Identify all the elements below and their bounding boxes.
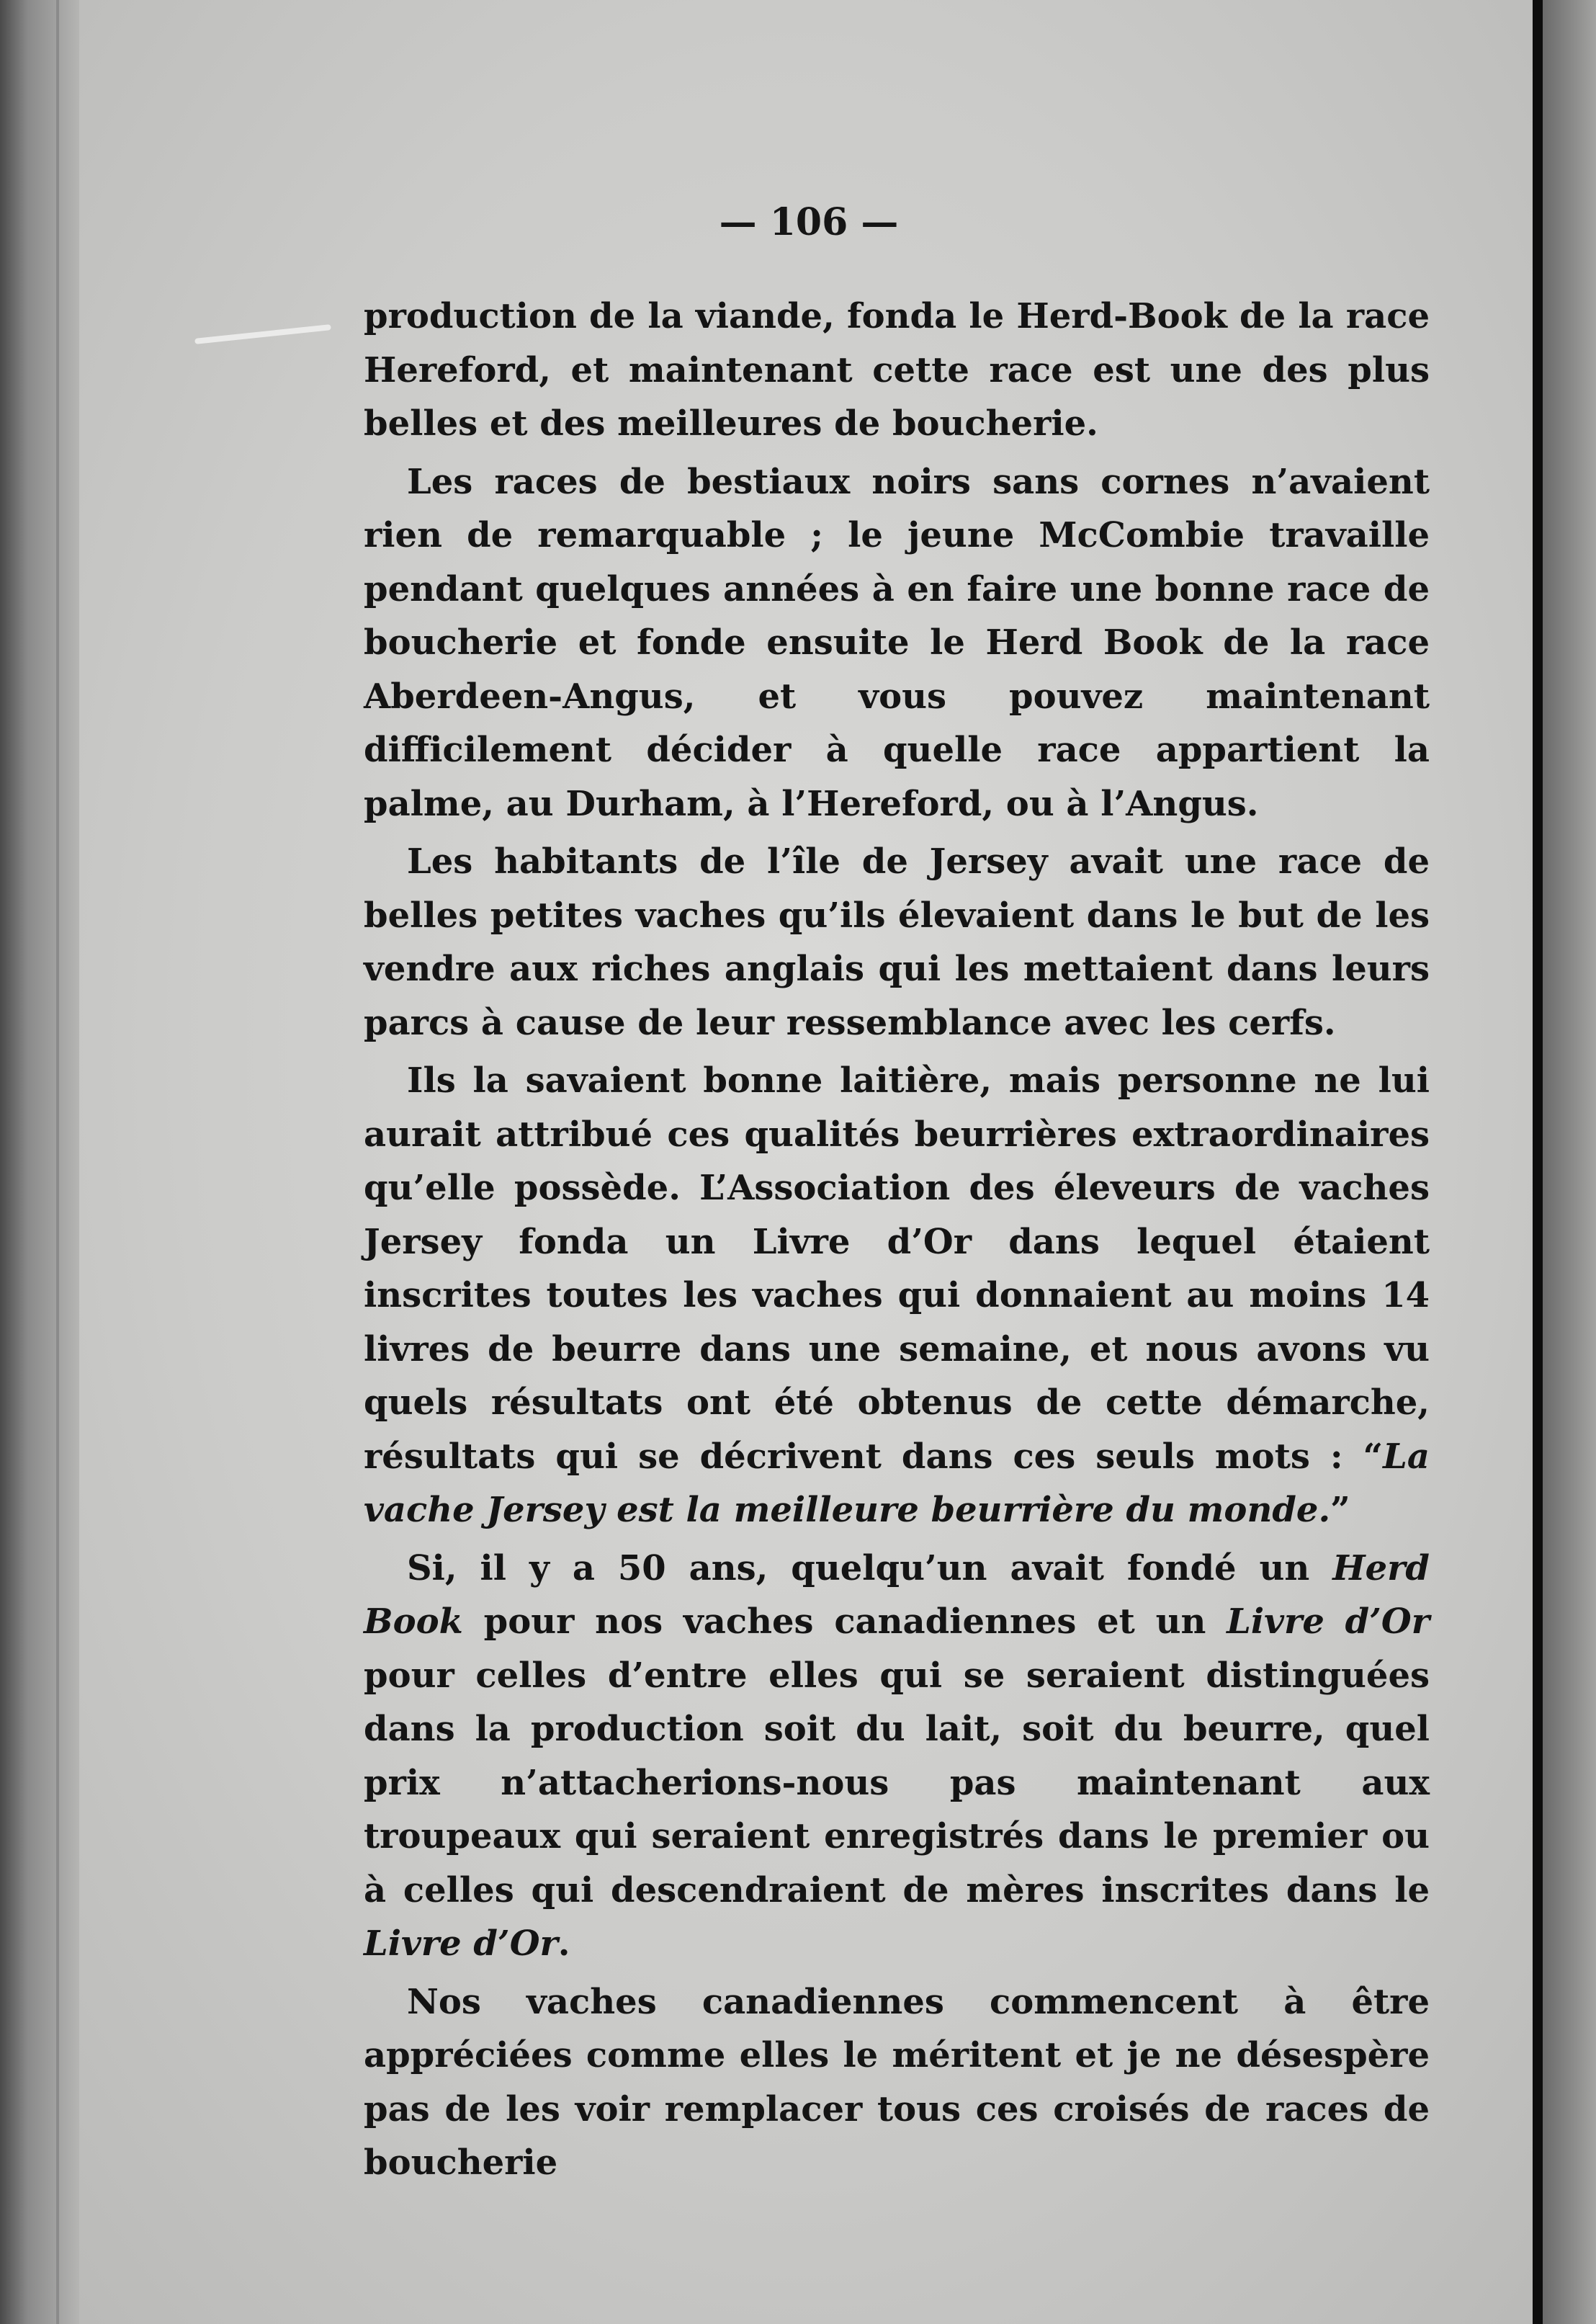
paragraph-4-close-quote: ”: [1330, 1490, 1350, 1530]
paragraph-3: Les habitants de l’île de Jersey avait une race de belles petites vaches qu’ils élevaient dans le but de les vendre aux riches anglais qui les mettaient dans leurs parcs à cause de leur ressemblance avec les cerfs.: [364, 841, 1430, 1043]
paragraph-5-livre-dor: Livre d’Or: [1227, 1601, 1430, 1642]
paragraph-1: production de la viande, fonda le Herd-Book de la race Hereford, et maintenant cette race est une des plus belles et des meilleures de boucherie.: [364, 296, 1430, 444]
paragraph-5-livre-dor-2: Livre d’Or: [364, 1923, 558, 1964]
scratch-mark: [194, 324, 331, 344]
paragraph-5-part-1: Si, il y a 50 ans, quelqu’un avait fondé un: [407, 1547, 1333, 1588]
paragraph-4-quote: La vache Jersey est la meilleure beurrière du monde.: [364, 1436, 1430, 1530]
paragraph-5-part-4: .: [557, 1923, 570, 1964]
left-binding-line: [56, 0, 59, 2324]
left-page-edge: [0, 0, 79, 2324]
body-text: [364, 290, 1430, 2194]
paragraph-6: Nos vaches canadiennes commencent à être appréciées comme elles le méritent et je ne désespère pas de les voir remplacer tous ces croisés de races de boucherie: [364, 1981, 1430, 2183]
paragraph-5-herd-book: Herd Book: [364, 1547, 1430, 1642]
paragraph-4: [364, 1054, 1430, 1537]
paragraph-5-part-3: pour celles d’entre elles qui se seraient distinguées dans la production soit du lait, soit du beurre, quel prix n’attacherions-nous pas maintenant aux troupeaux qui seraient enregistrés dans le premier ou à celles qui descendraient de mères inscrites dans le: [364, 1655, 1430, 1910]
paragraph-4-text: Ils la savaient bonne laitière, mais personne ne lui aurait attribué ces qualités beurrières extraordinaires qu’elle possède. L’Association des éleveurs de vaches Jersey fonda un Livre d’Or dans lequel étaient inscrites toutes les vaches qui donnaient au moins 14 livres de beurre dans une semaine, et nous avons vu quels résultats ont été obtenus de cette démarche, résultats qui se décrivent dans ces seuls mots : “: [364, 1060, 1430, 1477]
page-number: — 106 —: [719, 200, 899, 244]
paragraph-2: Les races de bestiaux noirs sans cornes n’avaient rien de remarquable ; le jeune McCombie travaille pendant quelques années à en faire une bonne race de boucherie et fonde ensuite le Herd Book de la race Aberdeen-Angus, et vous pouvez maintenant difficilement décider à quelle race appartient la palme, au Durham, à l’Hereford, ou à l’Angus.: [364, 461, 1430, 824]
paragraph-5-part-2: pour nos vaches canadiennes et un: [462, 1601, 1227, 1642]
paragraph-5: [364, 1542, 1430, 1971]
right-margin: [1543, 0, 1596, 2324]
right-margin-rule: [1533, 0, 1543, 2324]
